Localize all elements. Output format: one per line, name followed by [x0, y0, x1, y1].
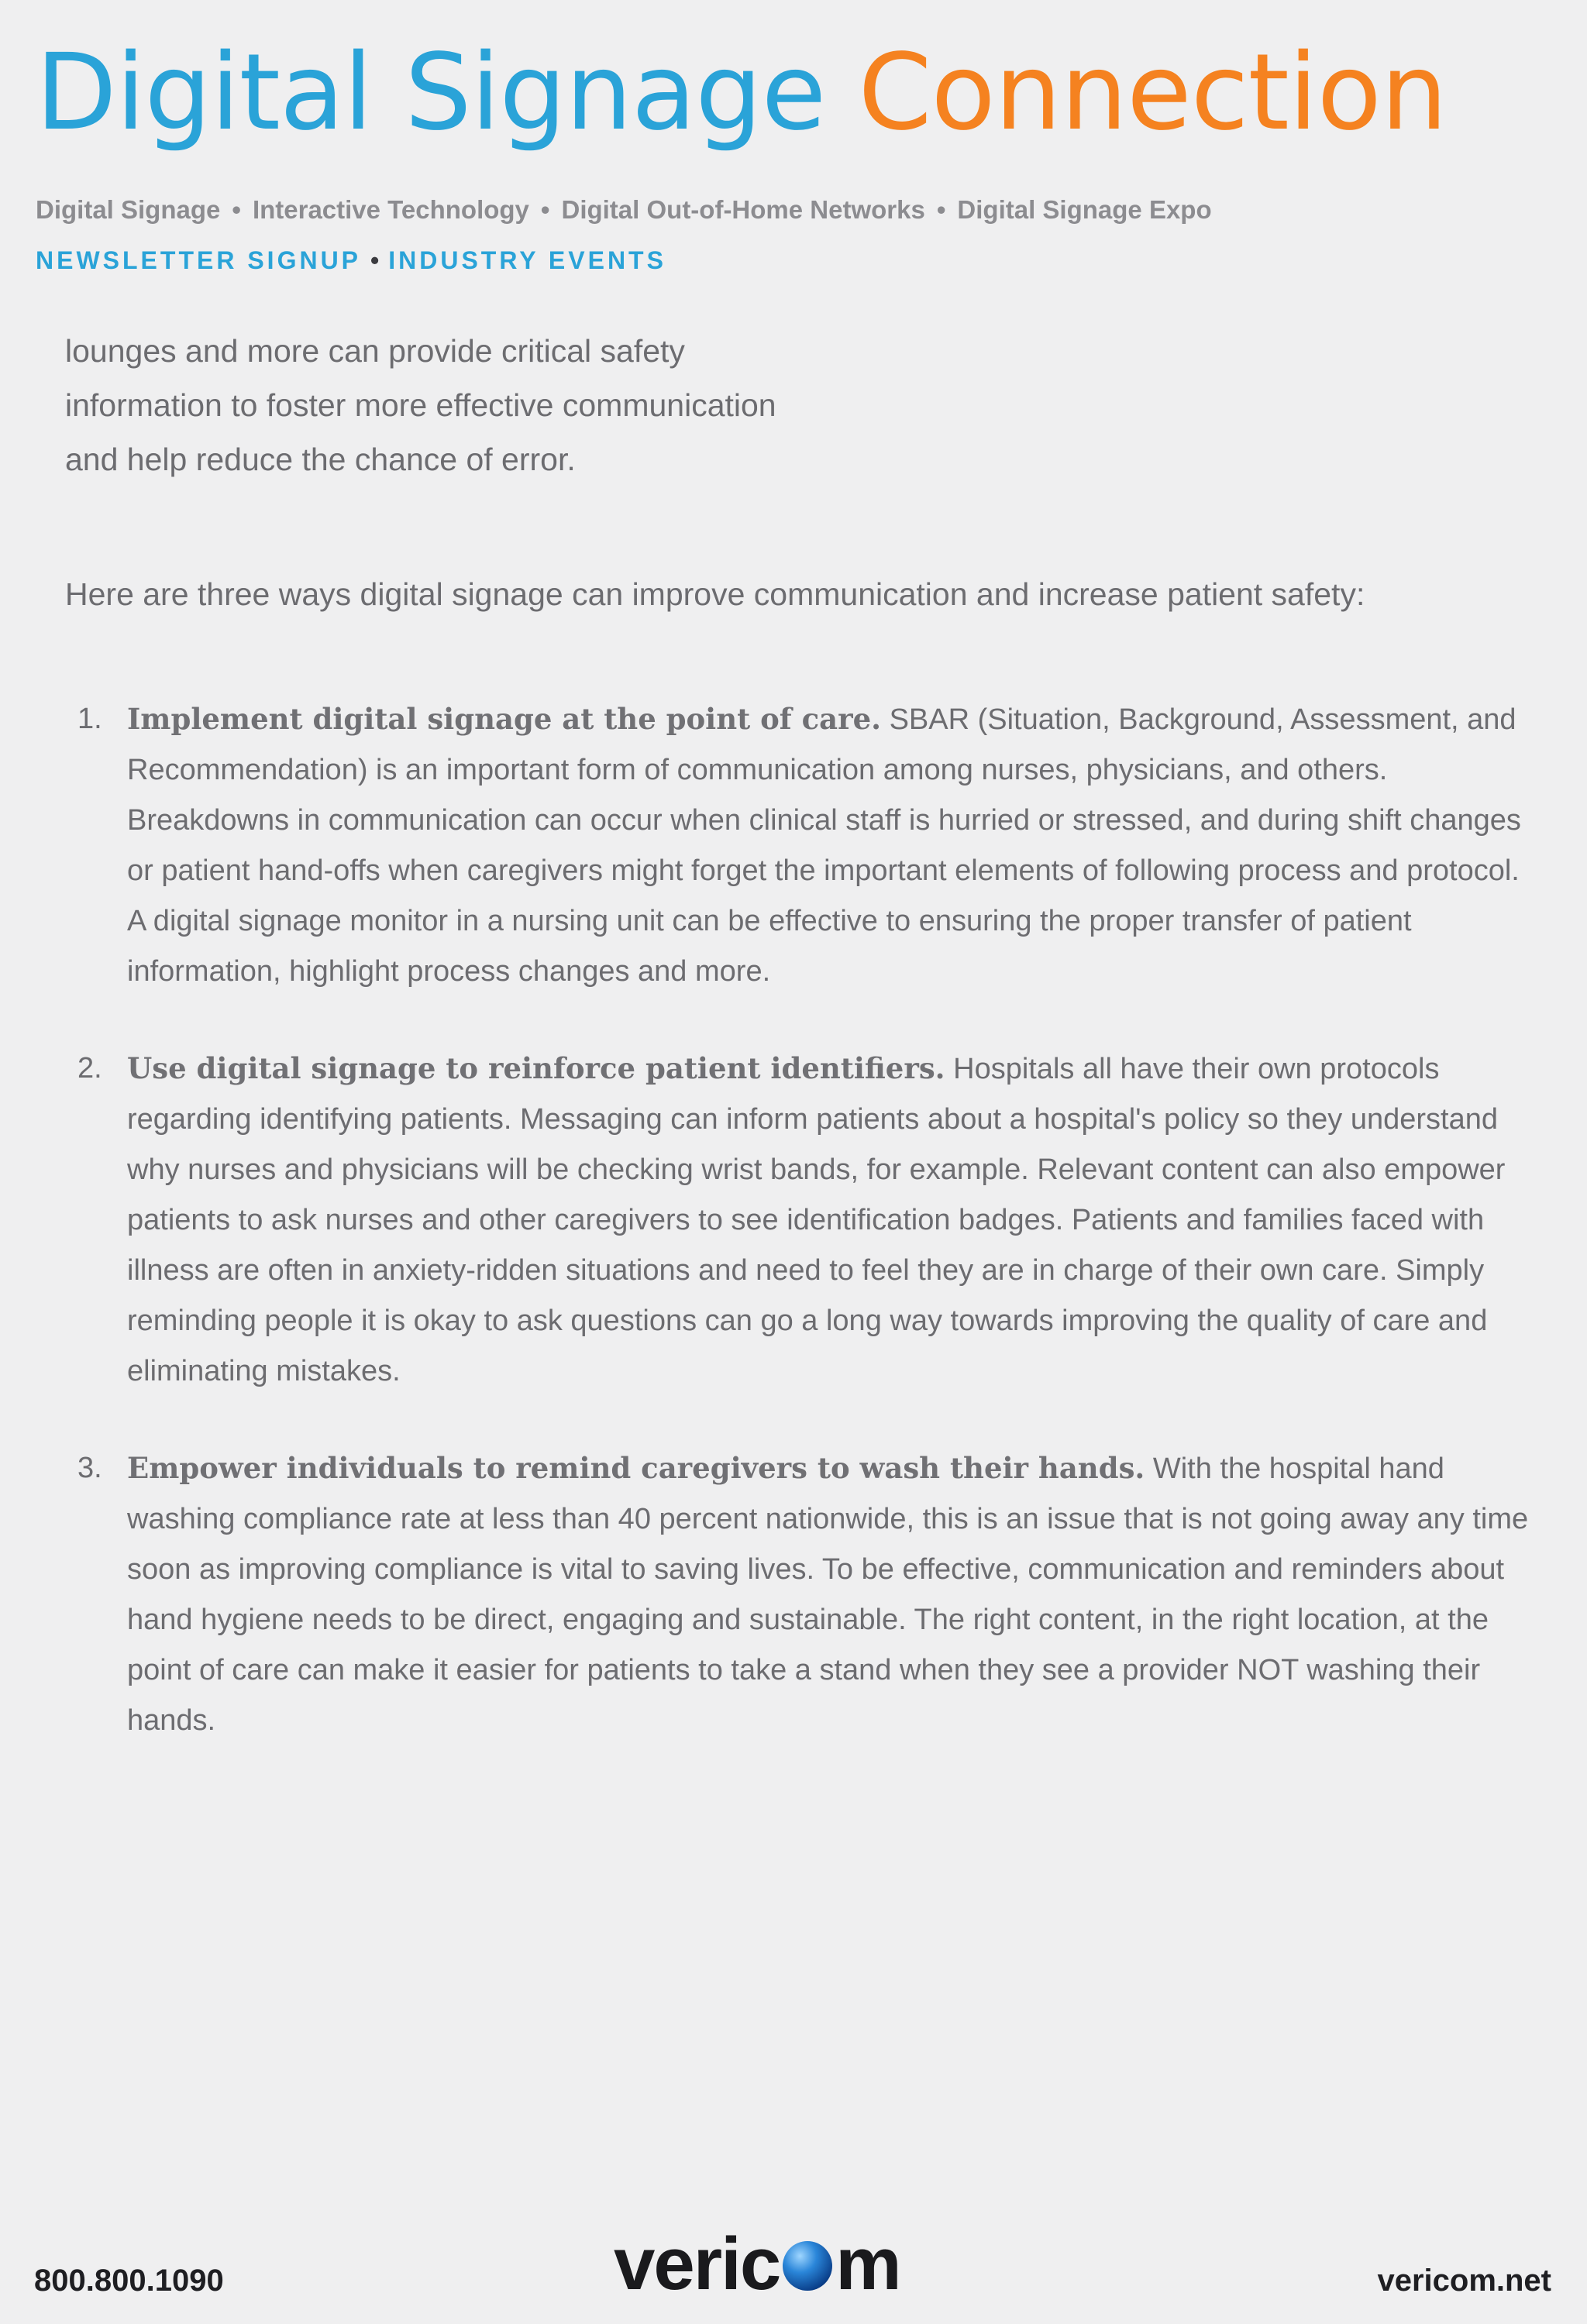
list-item-title: Empower individuals to remind caregivers to wash their hands. [127, 1451, 1145, 1485]
list-item [65, 1443, 1537, 1746]
intro-paragraph: lounges and more can provide critical safety information to foster more effective communication and help reduce the chance of error. [65, 333, 776, 477]
title-connection: Connection [858, 32, 1448, 154]
bullet-separator: • [936, 195, 946, 224]
primary-nav [36, 195, 1554, 225]
nav-digital-signage[interactable]: Digital Signage [36, 195, 221, 224]
bullet-separator: • [540, 195, 550, 224]
list-item-number: 2. [77, 1052, 102, 1085]
list-item [65, 1043, 1537, 1397]
globe-icon [783, 2241, 832, 2291]
lead-paragraph: Here are three ways digital signage can improve communication and increase patient safety: [65, 576, 1365, 612]
nav-interactive-technology[interactable]: Interactive Technology [252, 195, 529, 224]
list-item-body: SBAR (Situation, Background, Assessment, and Recommendation) is an important form of communication among nurses, physicians, and others. Breakdowns in communication can occur when clinical staff is hurried or stressed, and during shift changes or patient hand-offs when caregivers might forget the important elements of following process and protocol. A digital signage monitor in a nursing unit can be effective to ensuring the proper transfer of patient information, highlight process changes and more. [127, 703, 1521, 988]
nav-digital-signage-expo[interactable]: Digital Signage Expo [957, 195, 1212, 224]
nav-digital-out-of-home[interactable]: Digital Out-of-Home Networks [561, 195, 925, 224]
nav-industry-events[interactable]: INDUSTRY EVENTS [388, 246, 666, 274]
logo-text-suffix: m [835, 2223, 900, 2305]
list-item-title: Implement digital signage at the point of care. [127, 702, 882, 736]
list-item-title: Use digital signage to reinforce patient identifiers. [127, 1051, 945, 1085]
ways-list [65, 694, 1537, 1746]
bullet-separator: • [232, 195, 241, 224]
vericom-logo [614, 2222, 900, 2307]
site-logo-title[interactable] [36, 31, 1554, 155]
footer-phone: 800.800.1090 [34, 2264, 224, 2298]
article-body [65, 324, 1537, 1793]
list-item-number: 3. [77, 1452, 102, 1484]
logo-text-prefix: veric [614, 2223, 780, 2305]
nav-newsletter-signup[interactable]: NEWSLETTER SIGNUP [36, 246, 362, 274]
bullet-separator: • [370, 246, 380, 274]
footer-website-link[interactable]: vericom.net [1377, 2264, 1551, 2298]
secondary-nav [36, 246, 1554, 275]
list-item-body: With the hospital hand washing compliance rate at less than 40 percent nationwide, this is an issue that is not going away any time soon as improving compliance is vital to saving lives. To be effective, communication and reminders about hand hygiene needs to be direct, engaging and sustainable. The right content, in the right location, at the point of care can make it easier for patients to take a stand when they see a provider NOT washing their hands. [127, 1452, 1529, 1737]
list-item [65, 694, 1537, 997]
site-header [36, 31, 1554, 275]
list-item-number: 1. [77, 703, 102, 735]
list-item-body: Hospitals all have their own protocols regarding identifying patients. Messaging can inform patients about a hospital's policy so they understand why nurses and physicians will be checking wrist bands, for example. Relevant content can also empower patients to ask nurses and other caregivers to see identification badges. Patients and families faced with illness are often in anxiety-ridden situations and need to feel they are in charge of their own care. Simply reminding people it is okay to ask questions can go a long way towards improving the quality of care and eliminating mistakes. [127, 1053, 1506, 1387]
title-digital-signage: Digital Signage [36, 32, 826, 154]
